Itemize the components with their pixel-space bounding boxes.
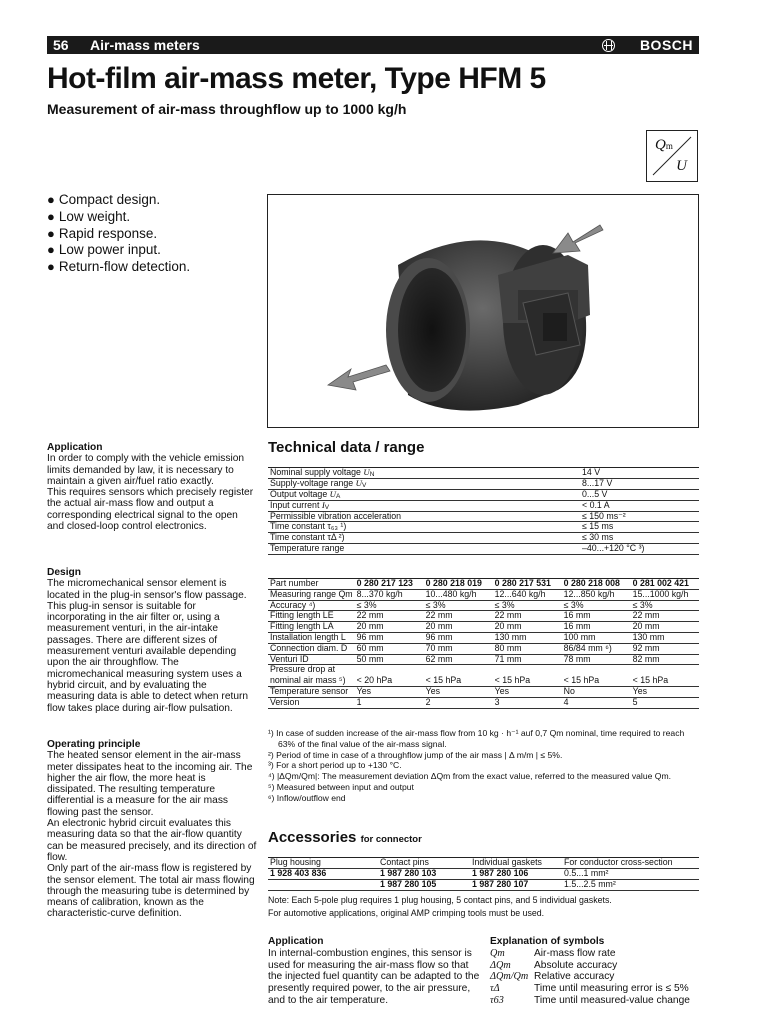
table-row: Supply-voltage range $U_V$ 8...17 V	[268, 478, 699, 489]
tech-table-versions	[268, 578, 699, 709]
footnote-1-cont: 63% of the final value of the air-mass signal.	[278, 738, 447, 749]
table-row: Pressure drop at	[270, 664, 336, 675]
table-row: Accuracy ⁴) ≤ 3% ≤ 3% ≤ 3% ≤ 3% ≤ 3%	[268, 600, 699, 611]
table-row: Output voltage $U_A$ 0...5 V	[268, 489, 699, 500]
table-row: Temperature range –40...+120 °C ³)	[268, 544, 699, 555]
table-row: 1 987 280 105 1 987 280 107 1.5...2.5 mm²	[268, 880, 699, 891]
table-row: nominal air mass ⁵) < 20 hPa < 15 hPa < 15 hPa < 15 hPa < 15 hPa	[268, 676, 699, 687]
table-row: Connection diam. D 60 mm 70 mm 80 mm 86/84 mm ⁶) 92 mm	[268, 643, 699, 654]
feature-item: ● Return-flow detection.	[47, 259, 190, 276]
table-row: Installation length L 96 mm 96 mm 130 mm 100 mm 130 mm	[268, 632, 699, 643]
page-header-bar	[47, 36, 699, 54]
symbols-section	[490, 936, 702, 1007]
application-heading: Application	[47, 442, 103, 453]
accessories-heading: Accessories for connector	[268, 829, 422, 846]
table-header-row: Part number 0 280 217 123 0 280 218 019 0 280 217 531 0 280 218 008 0 281 002 421	[268, 579, 699, 590]
feature-list	[47, 192, 190, 276]
design-text: The micromechanical sensor element is located in the plug-in sensor's flow passage. This plug-in sensor is suitable for incorporating in the air filter or, using a measurement venturi, in the air-intake passages. There are different sizes of measurement venturi available depending upon the air throughflow. The micromechanical measuring system uses a hybrid circuit, and by evaluating the measuring data is able to detect when return flow takes place during air-flow pulsation.	[47, 578, 249, 714]
footnote-1: ¹) In case of sudden increase of the air-mass flow from 10 kg · h⁻¹ auf 0,7 Qm nominal, time required to reach	[268, 728, 685, 738]
application-section	[47, 442, 257, 532]
application-text: In order to comply with the vehicle emission limits demanded by law, it is necessary to maintain a given air/fuel ratio exactly.	[47, 453, 245, 487]
symbol-row: ΔQm Absolute accuracy	[490, 959, 618, 971]
operating-text: The heated sensor element in the air-mass meter dissipates heat to the incoming air. The higher the air flow, the more heat is dissipated. The resulting temperature differential is a measure for the air mass flowing past the sensor.	[47, 750, 253, 818]
table-row: Permissible vibration acceleration ≤ 150 ms⁻²	[268, 511, 699, 522]
brand-name: BOSCH	[639, 37, 693, 53]
symbol-u: U	[676, 158, 687, 174]
qm-u-symbol-box	[646, 130, 698, 182]
table-row: Fitting length LE 22 mm 22 mm 22 mm 16 mm 22 mm	[268, 611, 699, 622]
symbol-row: Qm Air-mass flow rate	[490, 947, 616, 959]
feature-item: ● Low power input.	[47, 242, 190, 259]
technical-data-heading: Technical data / range	[268, 439, 425, 456]
accessories-notes	[268, 894, 700, 920]
table-row: Time constant τ₆₃ ¹) ≤ 15 ms	[268, 522, 699, 533]
table-row: Venturi ID 50 mm 62 mm 71 mm 78 mm 82 mm	[268, 654, 699, 665]
symbol-row: ΔQm/Qm Relative accuracy	[490, 971, 615, 983]
table-header-row: Plug housing Contact pins Individual gaskets For conductor cross-section	[268, 858, 699, 869]
operating-heading: Operating principle	[47, 739, 141, 750]
section-title: Air-mass meters	[90, 37, 200, 53]
footnote-4: ⁴) |ΔQm/Qm|: The measurement deviation ΔQm from the exact value, referred to the measured value Qm.	[268, 771, 672, 782]
bottom-application-section	[268, 936, 482, 1007]
design-heading: Design	[47, 567, 81, 578]
table-row: Measuring range Qm 8...370 kg/h 10...480 kg/h 12...640 kg/h 12...850 kg/h 15...1000 kg/h	[268, 589, 699, 600]
bottom-application-text: In internal-combustion engines, this sensor is used for measuring the air-mass flow so that the injected fuel quantity can be adapted to the presently required power, to the air pressure, and to the air temperature.	[268, 947, 480, 1006]
page-title: Hot-film air-mass meter, Type HFM 5	[47, 62, 546, 95]
tech-table-general	[268, 467, 699, 555]
bosch-logo-icon	[602, 39, 615, 52]
table-row: Nominal supply voltage $U_N$ 14 V	[268, 468, 699, 479]
symbol-row: τΔ Time until measuring error is ≤ 5%	[490, 983, 689, 995]
symbol-q: Qm	[655, 137, 673, 153]
operating-text-2: An electronic hybrid circuit evaluates this measuring data so that the air-flow quantity can be measured precisely, and its direction of flow.	[47, 818, 257, 863]
footnote-2: ²) Period of time in case of a throughflow jump of the air mass | Δ m/m | ≤ 5%.	[268, 749, 563, 760]
table-row: Fitting length LA 20 mm 20 mm 20 mm 16 mm 20 mm	[268, 622, 699, 633]
table-row: Time constant τΔ ²) ≤ 30 ms	[268, 533, 699, 544]
table-row: Version 1 2 3 4 5	[268, 697, 699, 708]
footnote-3: ³) For a short period up to +130 °C.	[268, 760, 402, 771]
feature-item: ● Rapid response.	[47, 226, 190, 243]
table-row: 1 928 403 836 1 987 280 103 1 987 280 106 0.5...1 mm²	[268, 869, 699, 880]
footnote-5: ⁵) Measured between input and output	[268, 781, 414, 792]
bottom-application-heading: Application	[268, 936, 324, 947]
feature-item: ● Compact design.	[47, 192, 190, 209]
feature-item: ● Low weight.	[47, 209, 190, 226]
design-section	[47, 567, 257, 714]
footnotes	[268, 728, 700, 804]
symbol-row: τ63 Time until measured-value change	[490, 994, 690, 1006]
footnote-6: ⁶) Inflow/outflow end	[268, 792, 346, 803]
operating-principle-section	[47, 739, 257, 920]
table-row: Input current $I_V$ < 0.1 A	[268, 500, 699, 511]
symbols-heading: Explanation of symbols	[490, 936, 605, 947]
accessories-table	[268, 857, 699, 891]
accessories-note-1: Note: Each 5-pole plug requires 1 plug housing, 5 contact pins, and 5 individual gaskets.	[268, 895, 612, 905]
accessories-note-2: For automotive applications, original AMP crimping tools must be used.	[268, 908, 545, 918]
table-row: Temperature sensor Yes Yes Yes No Yes	[268, 686, 699, 697]
page-subtitle: Measurement of air-mass throughflow up to 1000 kg/h	[47, 101, 407, 117]
operating-text-3: Only part of the air-mass flow is registered by the sensor element. The total air mass flowing through the measuring tube is determined by means of calibration, known as the characteristic-curve definition.	[47, 863, 255, 920]
page-number: 56	[53, 37, 69, 53]
application-text-2: This requires sensors which precisely register the actual air-mass flow and output a corresponding electrical signal to the open and closed-loop control electronics.	[47, 487, 254, 533]
air-mass-meter-photo	[267, 194, 699, 428]
